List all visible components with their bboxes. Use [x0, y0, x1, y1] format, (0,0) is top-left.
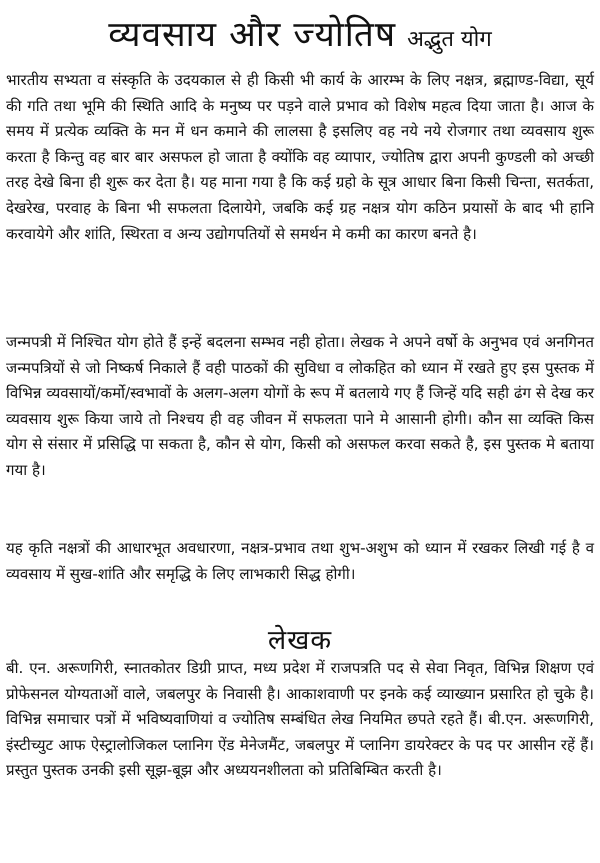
paragraph-intro: भारतीय सभ्यता व संस्कृति के उदयकाल से ही किसी भी कार्य के आरम्भ के लिए नक्षत्र, ब्रह्माण्ड-विद्या, सूर्य की गति तथा भूमि की स्थिति आदि के मनुष्य पर पड़ने वाले प्रभाव को विशेष महत्व दिया जाता है। आज के समय में प्रत्येक व्यक्ति के मन में धन कमाने की लालसा है इसलिए वह नये नये रोजगार तथा व्यवसाय शुरू करता है किन्तु वह बार बार असफल हो जाता है क्योंकि वह व्यापार, ज्योतिष द्वारा अपनी कुण्डली को अच्छी तरह देखे बिना ही शुरू कर देता है। यह माना गया है कि कई ग्रहो के सूत्र आधार बिना किसी चिन्ता, सतर्कता, देखरेख, परवाह के बिना भी सफलता दिलायेगे, जबकि कई ग्रह नक्षत्र योग कठिन प्रयासों के बाद भी हानि करवायेगे और शांति, स्थिरता व अन्य उद्योगपतियों से समर्थन मे कमी का कारण बनते है। [6, 71, 594, 243]
title-row [0, 10, 600, 62]
page-subtitle: अद्भुत योग [407, 27, 492, 52]
author-bio: बी. एन. अरूणगिरी, स्नातकोतर डिग्री प्राप्त, मध्य प्रदेश में राजपत्रति पद से सेवा निवृत, विभिन्न शिक्षण एवं प्रोफेसनल योग्यताओं वाले, जबलपुर के निवासी है। आकाशवाणी पर इनके कई व्याख्यान प्रसारित हो चुके है। विभिन्न समाचार पत्रों में भविष्यवाणियां व ज्योतिष सम्बंधित लेख नियमित छपते रहते हैं। बी.एन. अरूणगिरी, इंस्टीच्युट आफ ऐस्ट्रालोजिकल प्लानिग ऐंड मेनेजमैंट, जबलपुर में प्लानिग डायरेक्टर के पद पर आसीन रहें हैं। प्रस्तुत पुस्तक उनकी इसी सूझ-बूझ और अध्ययनशीलता को प्रतिबिम्बित करती है। [6, 659, 594, 780]
author-heading: लेखक [267, 625, 333, 656]
paragraph-janmapatri: जन्मपत्री में निश्चित योग होते हैं इन्हें बदलना सम्भव नही होता। लेखक ने अपने वर्षो के अनुभव एवं अनगिनत जन्मपत्रियों से जो निष्कर्ष निकाले हैं वही पाठकों की सुविधा व लोकहित को ध्यान में रखते हुए इस पुस्तक में विभिन्न व्यवसायों/कर्मो/स्वभावों के अलग-अलग योगों के रूप में बतलाये गए हैं जिन्हें यदि सही ढंग से देख कर व्यवसाय शुरू किया जाये तो निश्चय ही वह जीवन में सफलता पाने मे आसानी होगी। कौन सा व्यक्ति किस योग से संसार में प्रसिद्धि पा सकता है, कौन से योग, किसी को असफल करवा सकते है, इस पुस्तक मे बताया गया है। [6, 333, 594, 479]
page-title: व्यवसाय और ज्योतिष [108, 15, 397, 55]
paragraph-kriti: यह कृति नक्षत्रों की आधारभूत अवधारणा, नक्षत्र-प्रभाव तथा शुभ-अशुभ को ध्यान में रखकर लिखी गई है व व्यवसाय में सुख-शांति और समृद्धि के लिए लाभकारी सिद्ध होगी। [6, 539, 594, 583]
